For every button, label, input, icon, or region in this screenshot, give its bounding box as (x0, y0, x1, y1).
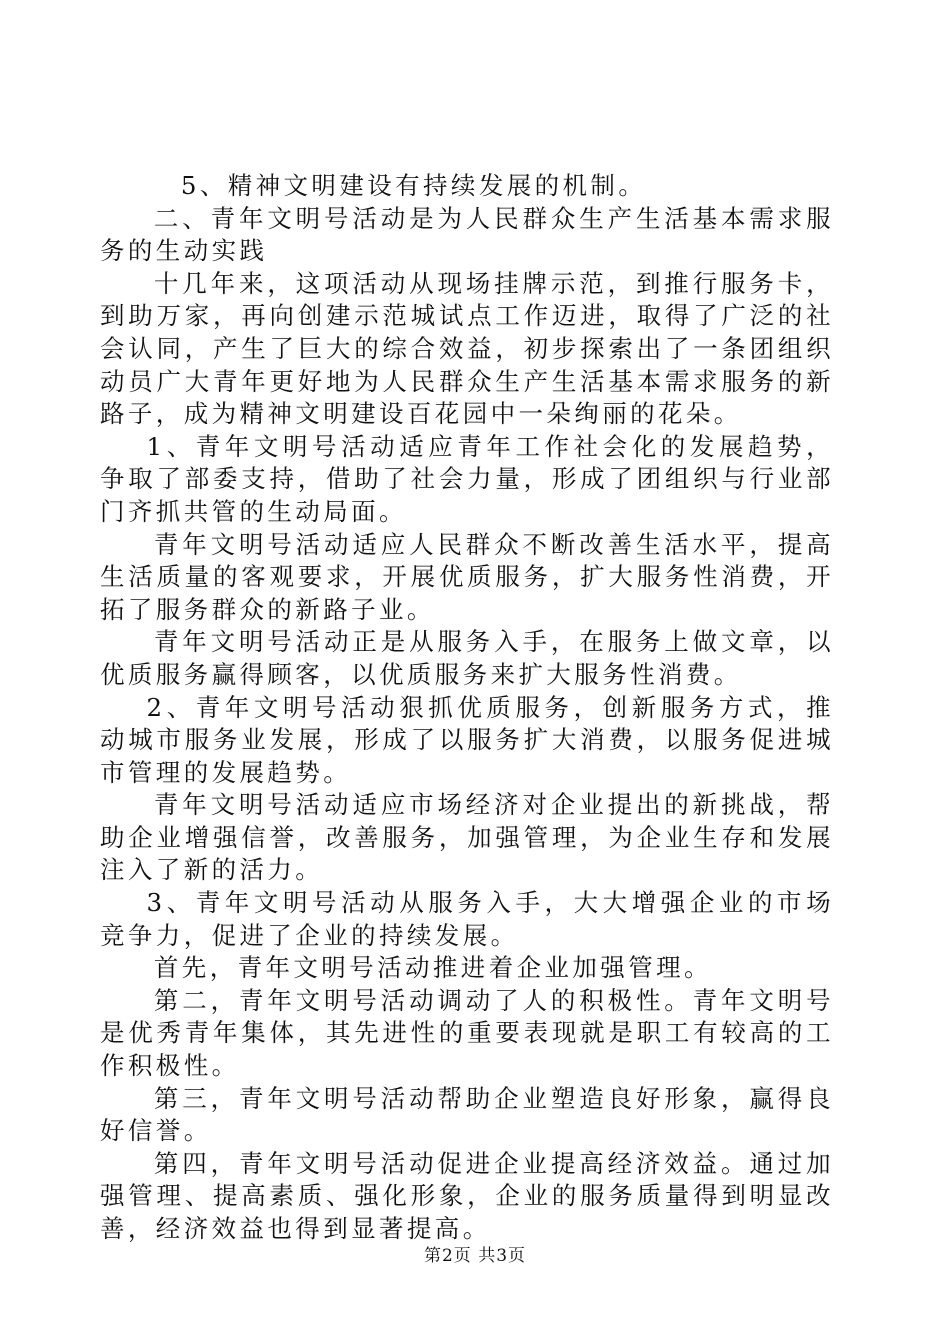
paragraph: 青年文明号活动正是从服务入手，在服务上做文章，以优质服务赢得顾客，以优质服务来扩大服务性消费。 (100, 627, 834, 689)
paragraph: 3、青年文明号活动从服务入手，大大增强企业的市场竞争力，促进了企业的持续发展。 (100, 888, 834, 950)
paragraph: 第三，青年文明号活动帮助企业塑造良好形象，赢得良好信誉。 (100, 1083, 834, 1146)
paragraph: 第四，青年文明号活动促进企业提高经济效益。通过加强管理、提高素质、强化形象，企业的服务质量得到明显改善，经济效益也得到显著提高。 (100, 1148, 834, 1243)
paragraph: 2、青年文明号活动狠抓优质服务，创新服务方式，推动城市服务业发展，形成了以服务扩大消费，以服务促进城市管理的发展趋势。 (100, 692, 834, 787)
paragraph: 青年文明号活动适应市场经济对企业提出的新挑战，帮助企业增强信誉，改善服务，加强管理，为企业生存和发展注入了新的活力。 (100, 790, 834, 885)
paragraph: 青年文明号活动适应人民群众不断改善生活水平，提高生活质量的客观要求，开展优质服务，扩大服务性消费，开拓了服务群众的新路子业。 (100, 529, 834, 624)
section-heading: 二、青年文明号活动是为人民群众生产生活基本需求服务的生动实践 (100, 203, 834, 266)
document-body (100, 170, 834, 1246)
page-number: 第2页 共3页 (423, 1246, 527, 1266)
paragraph: 1、青年文明号活动适应青年工作社会化的发展趋势，争取了部委支持，借助了社会力量，形成了团组织与行业部门齐抓共管的生动局面。 (100, 431, 834, 526)
paragraph: 十几年来，这项活动从现场挂牌示范，到推行服务卡，到助万家，再向创建示范城试点工作迈进，取得了广泛的社会认同，产生了巨大的综合效益，初步探索出了一条团组织动员广大青年更好地为人民群众生产生活基本需求服务的新路子，成为精神文明建设百花园中一朵绚丽的花朵。 (100, 268, 834, 429)
paragraph: 5、精神文明建设有持续发展的机制。 (180, 171, 647, 200)
paragraph: 首先，青年文明号活动推进着企业加强管理。 (153, 953, 712, 983)
paragraph: 第二，青年文明号活动调动了人的积极性。青年文明号是优秀青年集体，其先进性的重要表现就是职工有较高的工作积极性。 (100, 985, 834, 1081)
